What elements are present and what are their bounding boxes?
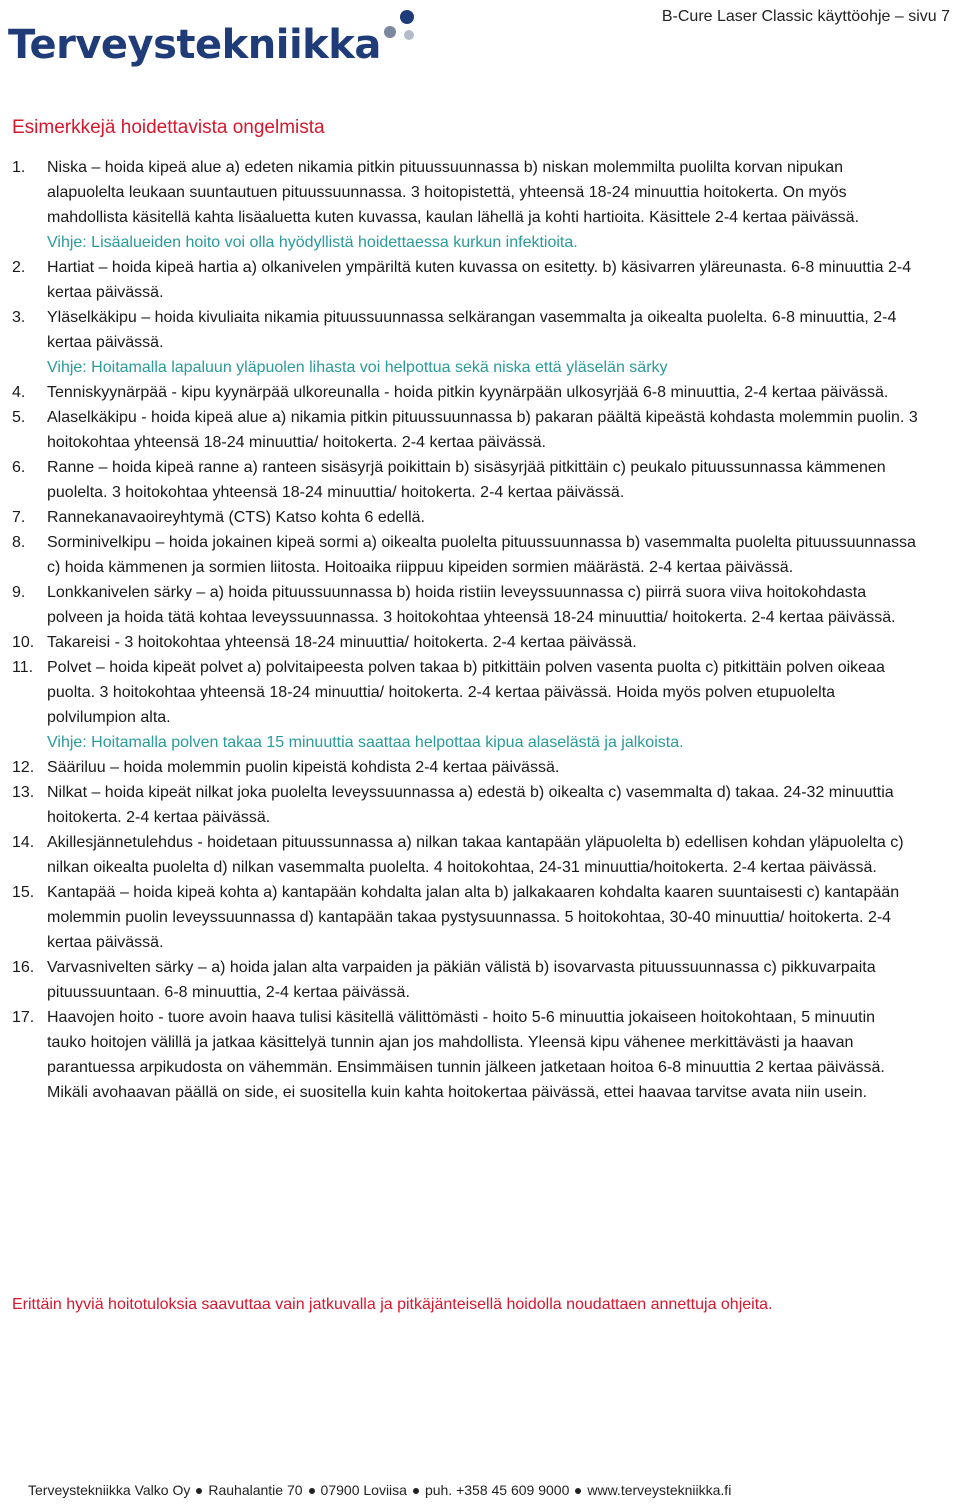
list-item-number: 14. (12, 834, 35, 851)
list-item-number: 5. (12, 409, 26, 426)
list-item-number: 7. (12, 509, 26, 526)
list-item-number: 16. (12, 959, 35, 976)
list-item (12, 880, 918, 955)
brand-logo (8, 8, 418, 78)
section-title: Esimerkkejä hoidettavista ongelmista (12, 117, 325, 138)
list-item (12, 455, 918, 505)
list-item (12, 405, 918, 455)
list-item (12, 1005, 918, 1105)
bullet-icon (309, 1488, 315, 1494)
list-item-number: 12. (12, 759, 35, 776)
list-item (12, 155, 918, 230)
tip-note: Vihje: Hoitamalla lapaluun yläpuolen lihasta voi helpottua sekä niska että yläselän särky (47, 359, 668, 376)
list-item (12, 580, 918, 630)
closing-note: Erittäin hyviä hoitotuloksia saavuttaa vain jatkuvalla ja pitkäjänteisellä hoidolla noudattaen annettuja ohjeita. (12, 1296, 773, 1313)
list-item-number: 4. (12, 384, 26, 401)
list-item (12, 955, 918, 1005)
list-item (12, 380, 918, 405)
list-item-text: Hartiat – hoida kipeä hartia a) olkanivelen ympäriltä kuten kuvassa on esitetty. b) käsivarren yläreunasta. 6-8 minuuttia 2-4 kertaa päivässä. (47, 259, 912, 301)
list-item-text: Lonkkanivelen särky – a) hoida pituussuunnassa b) hoida ristiin leveyssuunnassa c) piirrä suora viiva hoitokohdasta polveen ja hoida tätä kohtaa leveyssuunnassa. 3 hoitokohtaa yhteensä 18-24 minuuttia/ hoitokerta. 2-4 kertaa päivässä. (47, 584, 896, 626)
list-item-text: Haavojen hoito - tuore avoin haava tulisi käsitellä välittömästi - hoito 5-6 minuuttia jokaiseen hoitokohtaan, 5 minuutin tauko hoitojen välillä ja jatkaa käsittelyä tunnin ajan jos mahdollista. Yleensä kipu vähenee merkittävästi ja haavan parantuessa arpikudosta on vähemmän. Ensimmäisen tunnin jälkeen jatketaan hoitoa 6-8 minuuttia 2 kertaa päivässä. Mikäli avohaavan päällä on side, ei suositella kuin kahta hoitokertaa päivässä, ettei haavaa tarvitse avata niin usein. (47, 1009, 885, 1101)
list-item-text: Kantapää – hoida kipeä kohta a) kantapään kohdalta jalan alta b) jalkakaaren kohdalta kaaren suuntaisesti c) kantapään molemmin puolin leveyssuunnassa d) kantapään takaa pystysuunnassa. 5 hoitokohtaa, 30-40 minuuttia/ hoitokerta. 2-4 kertaa päivässä. (47, 884, 900, 951)
list-item (12, 505, 918, 530)
page-footer (28, 1482, 731, 1498)
list-item-text: Rannekanavaoireyhtymä (CTS) Katso kohta 6 edellä. (47, 509, 425, 526)
list-item-number: 3. (12, 309, 26, 326)
list-item-number: 13. (12, 784, 35, 801)
list-item (12, 755, 918, 780)
logo-dots-icon (370, 8, 430, 68)
footer-company: Terveystekniikka Valko Oy (28, 1482, 191, 1498)
list-item-number: 2. (12, 259, 26, 276)
footer-website: www.terveystekniikka.fi (587, 1482, 732, 1498)
brand-name: Terveystekniikka (8, 22, 381, 68)
list-item-text: Polvet – hoida kipeät polvet a) polvitaipeesta polven takaa b) pitkittäin polven vasenta puolta c) pitkittäin polven oikeaa puolta. 3 hoitokohtaa yhteensä 18-24 minuuttia/ hoitokerta. 2-4 kertaa päivässä. Hoida myös polven etupuolelta polvilumpion alta. (47, 659, 885, 726)
list-item-text: Alaselkäkipu - hoida kipeä alue a) nikamia pitkin pituussuunnassa b) pakaran päältä kipeästä kohdasta molemmin puolin. 3 hoitokohtaa yhteensä 18-24 minuuttia/ hoitokerta. 2-4 kertaa päivässä. (47, 409, 918, 451)
list-item (12, 655, 918, 730)
list-item-text: Sääriluu – hoida molemmin puolin kipeistä kohdista 2-4 kertaa päivässä. (47, 759, 560, 776)
list-item (12, 255, 918, 305)
bullet-icon (196, 1488, 202, 1494)
list-item (12, 305, 918, 355)
list-item-text: Takareisi - 3 hoitokohtaa yhteensä 18-24 minuuttia/ hoitokerta. 2-4 kertaa päivässä. (47, 634, 637, 651)
list-item-number: 10. (12, 634, 35, 651)
tip-note: Vihje: Hoitamalla polven takaa 15 minuuttia saattaa helpottaa kipua alaselästä ja jalkoista. (47, 734, 684, 751)
list-item-number: 15. (12, 884, 35, 901)
page-header-title: B-Cure Laser Classic käyttöohje – sivu 7 (661, 8, 950, 25)
list-item (12, 780, 918, 830)
list-item-number: 17. (12, 1009, 35, 1026)
footer-postal: 07900 Loviisa (320, 1482, 407, 1498)
list-item-text: Yläselkäkipu – hoida kivuliaita nikamia pituussuunnassa selkärangan vasemmalta ja oikealta puolelta. 6-8 minuuttia, 2-4 kertaa päivässä. (47, 309, 897, 351)
list-item-text: Niska – hoida kipeä alue a) edeten nikamia pitkin pituussuunnassa b) niskan molemmilta puolilta korvan nipukan alapuolelta leukaan suuntautuen pituussuunnassa. 3 hoitopistettä, yhteensä 18-24 minuuttia hoitokerta. On myös mahdollista käsitellä kahta lisäaluetta kuten kuvassa, kaulan lähellä ja kohti hartioita. Käsittele 2-4 kertaa päivässä. (47, 159, 860, 226)
list-item-number: 9. (12, 584, 26, 601)
list-item-text: Varvasnivelten särky – a) hoida jalan alta varpaiden ja päkiän välistä b) isovarvasta pituussuunnassa c) pikkuvarpaita pituussuuntaan. 6-8 minuuttia, 2-4 kertaa päivässä. (47, 959, 876, 1001)
list-item (12, 530, 918, 580)
list-item-text: Akillesjännetulehdus - hoidetaan pituussunnassa a) nilkan takaa kantapään yläpuolelta b) edellisen kohdan yläpuolelta c) nilkan oikealta puolelta d) nilkan vasemmalta puolelta. 4 hoitokohtaa, 24-31 minuuttia/hoitokerta. 2-4 kertaa päivässä. (47, 834, 904, 876)
list-item-number: 11. (12, 659, 34, 676)
footer-phone: puh. +358 45 609 9000 (424, 1482, 570, 1498)
list-item-number: 1. (12, 159, 26, 176)
bullet-icon (575, 1488, 581, 1494)
list-item-number: 6. (12, 459, 26, 476)
list-item-text: Sorminivelkipu – hoida jokainen kipeä sormi a) oikealta puolelta pituussuunnassa b) vasemmalta puolelta pituussuunnassa c) hoida kämmenen ja sormien liitosta. Hoitoaika riippuu kipeiden sormien määrästä. 2-4 kertaa päivässä. (47, 534, 916, 576)
list-item-text: Tenniskyynärpää - kipu kyynärpää ulkoreunalla - hoida pitkin kyynärpään ulkosyrjää 6-8 minuuttia, 2-4 kertaa päivässä. (47, 384, 889, 401)
treatment-list (12, 155, 918, 1105)
tip-note: Vihje: Lisäalueiden hoito voi olla hyödyllistä hoidettaessa kurkun infektioita. (47, 234, 578, 251)
list-item (12, 630, 918, 655)
bullet-icon (413, 1488, 419, 1494)
list-item-number: 8. (12, 534, 26, 551)
footer-address: Rauhalantie 70 (208, 1482, 303, 1498)
list-item-text: Nilkat – hoida kipeät nilkat joka puolelta leveyssuunnassa a) edestä b) oikealta c) vasemmalta d) takaa. 24-32 minuuttia hoitokerta. 2-4 kertaa päivässä. (47, 784, 894, 826)
list-item (12, 830, 918, 880)
list-item-text: Ranne – hoida kipeä ranne a) ranteen sisäsyrjä poikittain b) sisäsyrjää pitkittäin c) peukalo pituussunnassa kämmenen puolelta. 3 hoitokohtaa yhteensä 18-24 minuuttia/ hoitokerta. 2-4 kertaa päivässä. (47, 459, 886, 501)
